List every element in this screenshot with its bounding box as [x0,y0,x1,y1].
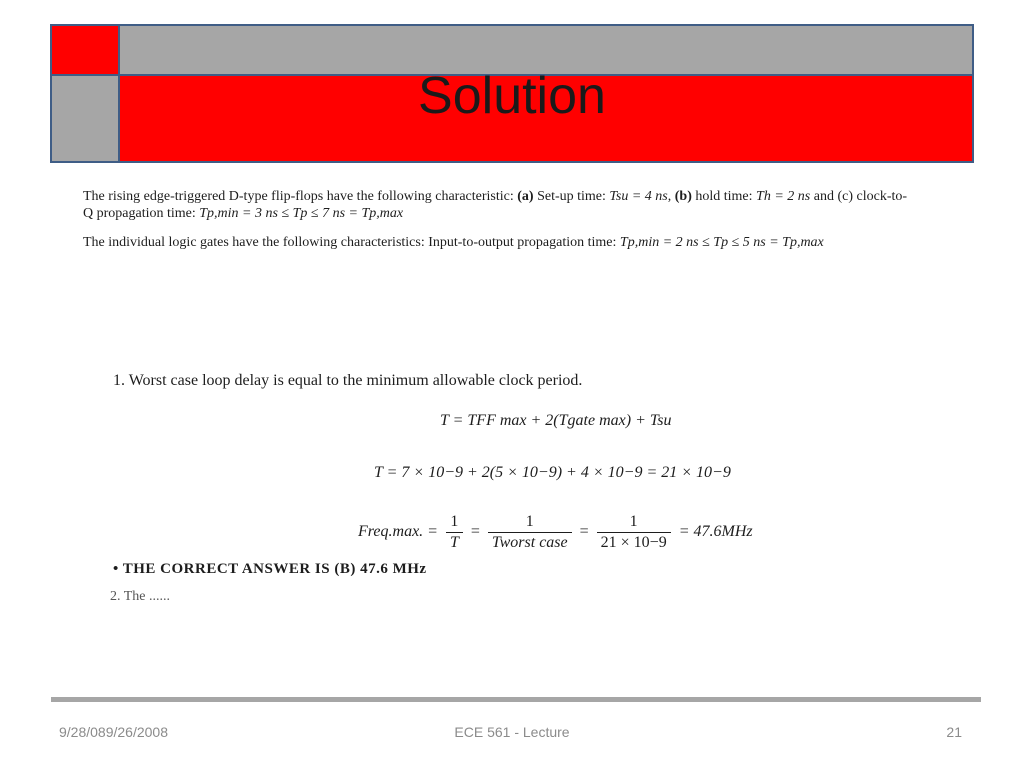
eq3-lhs: Freq.max. = [358,523,438,541]
p1-a-label: (a) [517,189,534,204]
p1-a-text: Set-up time: [537,189,606,204]
footer-page-number: 21 [946,724,962,740]
p1-intro: The rising edge-triggered D-type flip-flops have the following characteristic: [83,189,514,204]
equation-frequency: Freq.max. = $\frac{1}{T}$ = $\frac{1}{\text{Tworst case}}$ = $\frac{1}{21 \times 10-9}$ = 47.6MHz [358,513,753,551]
fraction-1 [446,512,463,553]
equation-period-values: T = 7 × 10−9 + 2(5 × 10−9) + 4 × 10−9 = 21 × 10−9 [374,464,731,481]
fraction-1-numerator: 1 [446,512,463,533]
p1-c-text: clock-to-Q propagation time: [83,189,908,221]
p2-math: Tp,min = 2 ns ≤ Tp ≤ 5 ns = Tp,max [619,235,824,250]
fraction-2-numerator: 1 [488,512,572,533]
cropped-next-item: 2. The ...... [110,589,171,604]
fraction-1-denominator: T [449,534,459,551]
problem-paragraph-2 [83,234,913,251]
p1-b-text: hold time: [695,189,753,204]
p1-a-math: Tsu = 4 ns [609,189,668,204]
fraction-3 [597,512,671,553]
p1-c-math: Tp,min = 3 ns ≤ Tp ≤ 7 ns = Tp,max [199,206,404,221]
solution-item-1: 1. Worst case loop delay is equal to the minimum allowable clock period. [113,372,583,389]
footer-course: ECE 561 - Lecture [454,724,570,740]
footer-rule [51,697,981,702]
p1-b-math: Th = 2 ns [756,189,811,204]
fraction-2 [488,512,572,553]
problem-paragraph-1: The rising edge-triggered D-type flip-flops have the following characteristic: (a) Set-up time: Tsu = 4 ns, (b) hold time: Th = 2 ns and (c) clock-to-Q propagation time: Tp,min = 3 ns ≤ Tp ≤ 7 ns = Tp,max [83,189,908,221]
equation-period: T = TFF max + 2(Tgate max) + Tsu [440,412,672,429]
title-banner [50,24,974,163]
p2-text: The individual logic gates have the following characteristics: Input-to-output propagation time: [83,235,617,250]
correct-answer: • THE CORRECT ANSWER IS (B) 47.6 MHz [113,561,427,577]
slide-title: Solution [418,67,606,125]
fraction-2-denominator: Tworst case [491,534,568,551]
p1-b-label: (b) [674,189,692,204]
fraction-3-numerator: 1 [597,512,671,533]
fraction-3-denominator: 21 × 10−9 [600,534,667,551]
eq3-result: = 47.6MHz [678,523,753,541]
p1-c-label: and (c) [813,189,853,204]
footer-date: 9/28/089/26/2008 [59,724,168,740]
